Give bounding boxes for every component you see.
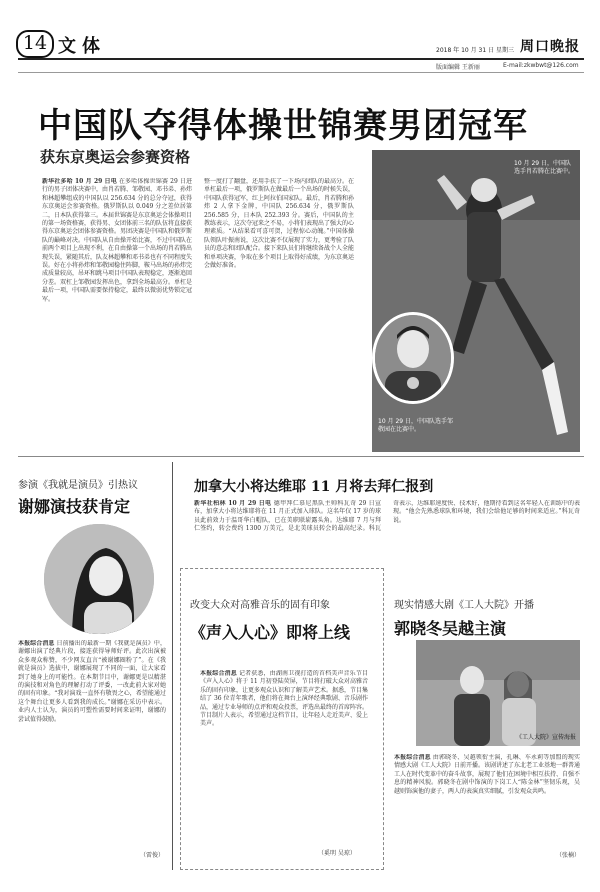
email: E-mail:zkwbwt@126.com <box>503 62 579 69</box>
xie-author: （雷俊） <box>140 852 165 859</box>
column-divider-left <box>172 462 173 870</box>
canada-dateline: 新华社柏林 10 月 29 日电 <box>194 500 272 507</box>
xie-body: 日前播出的最新一期《我就是演员》中，谢娜出演了经典片段，接连获得导师好评。此次出演被众多观众称赞，不少网友直言“被谢娜圈粉了”。在《我就是演员》选拔中，谢娜展现了不同的一面，让大家看到了她身上的可能性。在本期节目中，谢娜更是以精湛的演技和对角色的理解打动了评委，一改此前大家对她的固有印象。“我对演戏一直怀有敬畏之心，希望能通过这个舞台让更多人看到我的成长。”谢娜在采访中表示。业内人士认为，演员的可塑性需要时间来证明，谢娜的尝试值得鼓励。 <box>18 640 166 723</box>
gymnast-figure <box>372 150 580 452</box>
athlete-portrait-figure <box>375 315 451 401</box>
lead-dateline: 新华社多哈 10 月 29 日电 <box>42 178 117 185</box>
lead-bottom-rule <box>18 456 584 457</box>
worker-author: （张楠） <box>556 852 581 859</box>
xie-body-block <box>18 640 166 848</box>
lead-body-1: 在多哈体操世锦赛 29 日进行的男子团体决赛中，由肖若腾、邹敬园、邓书弟、孙炜和林超攀组成的中国队以 256.634 分的总分夺冠，获得东京奥运会参赛资格。俄罗斯队以 0.049 分之差位居第二，日本队获得第三。本届世锦赛是东京奥运会体操项目的第一场资格赛，获得男、女团体前三名的队伍将直接获得东京奥运会团体参赛资格。男团决赛是中国队和俄罗斯队的巅峰对决。中国队从自由操开始比赛，不过中国队在前两个项目上出现不利，在自由操第一个出场的肖若腾出现失误，紧随其后，队友林超攀和邓书弟也有不同程度失误。好在小将孙炜和邹敬园稳住阵脚，鞍马出场的孙炜完成质量较高，吊环和跳马项目中国队表现稳定，逐渐追回分差。双杠上邹敬园发挥出色，拿到全场最高分。单杠是最后一项，中国队需要保持稳定，最终以微弱优势锁定冠军。 <box>42 178 192 303</box>
lead-subhead: 获东京奥运会参赛资格 <box>40 148 191 166</box>
masthead-rule-2 <box>18 72 584 73</box>
actress-portrait <box>44 524 154 634</box>
voice-body: 记者获悉，由湖南卫视打造的首档美声音乐节目《声入人心》将于 11 月初登陆荧屏，节目将打破大众对高雅音乐的固有印象，让更多观众认识和了解美声艺术。据悉，节目集结了 36 位青年歌者，他们将在舞台上演绎经典歌剧、音乐剧作品，通过专业导师的点评和观众投票，评选出最终的首席阵容。节目制片人表示，希望通过这档节目，让年轻人走近美声、爱上美声。 <box>200 670 368 728</box>
lead-column-2 <box>204 178 354 443</box>
drama-poster-figure <box>416 640 580 746</box>
paper-logo: 周口晚报 <box>520 39 580 55</box>
photo1-caption: 10 月 29 日，中国队选手肖若腾在比赛中。 <box>514 160 575 175</box>
voice-dateline: 本报综合消息 <box>200 670 237 677</box>
editor-credit: 版面编辑 王新丽 <box>436 64 480 71</box>
canada-body-block <box>194 500 580 558</box>
worker-dateline: 本报综合消息 <box>394 754 431 761</box>
voice-body-block <box>200 670 368 840</box>
inset-portrait <box>372 312 454 404</box>
canada-headline: 加拿大小将达维耶 11 月将去拜仁报到 <box>194 479 434 495</box>
lead-body-2: 整一度打了翻盘，还用手扶了一下场内团队的最高分。在单杠最后一项，俄罗斯队在做最后一个出场的时候失误，中国队获得冠军，红上阿拉伯国家队。最后，肖若腾和孙炜 2 人拿下金牌，中国队 256.634 分，俄罗斯队 256.585 分，日本队 252.393 分。赛后，中国队的主教练表示，这次夺冠来之不易，小将们表现出了强大的心理素质。“从结果看可喜可贺，过程惊心动魄。”中国体操队领队叶振南说，这次比赛不仅展现了实力，更考验了队员的意志和团队配合。接下来队员们将继续备战个人全能和单项决赛，争取在多个项目上取得好成绩，为东京奥运会做好准备。 <box>204 178 354 270</box>
gymnast-photo <box>372 150 580 452</box>
xie-kicker: 参演《我就是演员》引热议 <box>18 480 138 491</box>
date-line: 2018 年 10 月 31 日 星期三 <box>436 47 514 54</box>
voice-headline: 《声入人心》即将上线 <box>190 623 351 642</box>
section-title: 文体 <box>58 36 106 57</box>
xie-photo <box>44 524 154 634</box>
lead-column-1 <box>42 178 192 443</box>
xie-headline: 谢娜演技获肯定 <box>18 497 131 516</box>
worker-headline: 郭晓冬吴越主演 <box>394 619 507 638</box>
xie-dateline: 本报综合消息 <box>18 640 55 647</box>
photo2-caption: 10 月 29 日，中国队选手邹敬园在比赛中。 <box>378 418 453 433</box>
canada-body: 德甲拜仁慕尼黑队主帅科瓦奇 29 日宣布，加拿大小将达维耶将在 11 月正式加入球队。这名年仅 17 岁的球员此前效力于温哥华白帽队，已在美职联崭露头角。达维耶 7 月与拜仁签约，转会费约 1300 万美元，是北美球员转会的最高纪录。科瓦奇表示，达维耶速度快、技术好，他期待看到这名年轻人在训练中的表现。“他会先熟悉球队和环境，我们会给他足够的时间来适应。”科瓦奇说。 <box>194 500 580 533</box>
worker-kicker: 现实情感大剧《工人大院》开播 <box>394 600 534 611</box>
worker-body-block <box>394 754 580 850</box>
worker-body: 由郭晓冬、吴越领衔主演，孔琳、车永莉等加盟的现实情感大剧《工人大院》日前开播。该剧讲述了东北老工业基地一群普通工人在时代变革中的奋斗故事，展现了他们在困境中相互扶持、自强不息的精神风貌。郭晓冬在剧中饰演的下岗工人“陈金林”坚韧乐观，吴越则饰演他的妻子，两人的表演真实细腻，引发观众共鸣。 <box>394 754 580 795</box>
masthead-rule <box>18 58 584 60</box>
worker-photo-caption: 《工人大院》宣传海报 <box>516 734 577 741</box>
voice-author: （奚明 吴琼） <box>318 850 356 857</box>
voice-kicker: 改变大众对高雅音乐的固有印象 <box>190 600 330 611</box>
worker-photo <box>416 640 580 746</box>
lead-headline: 中国队夺得体操世锦赛男团冠军 <box>38 106 528 146</box>
page-number: 14 <box>22 32 48 54</box>
